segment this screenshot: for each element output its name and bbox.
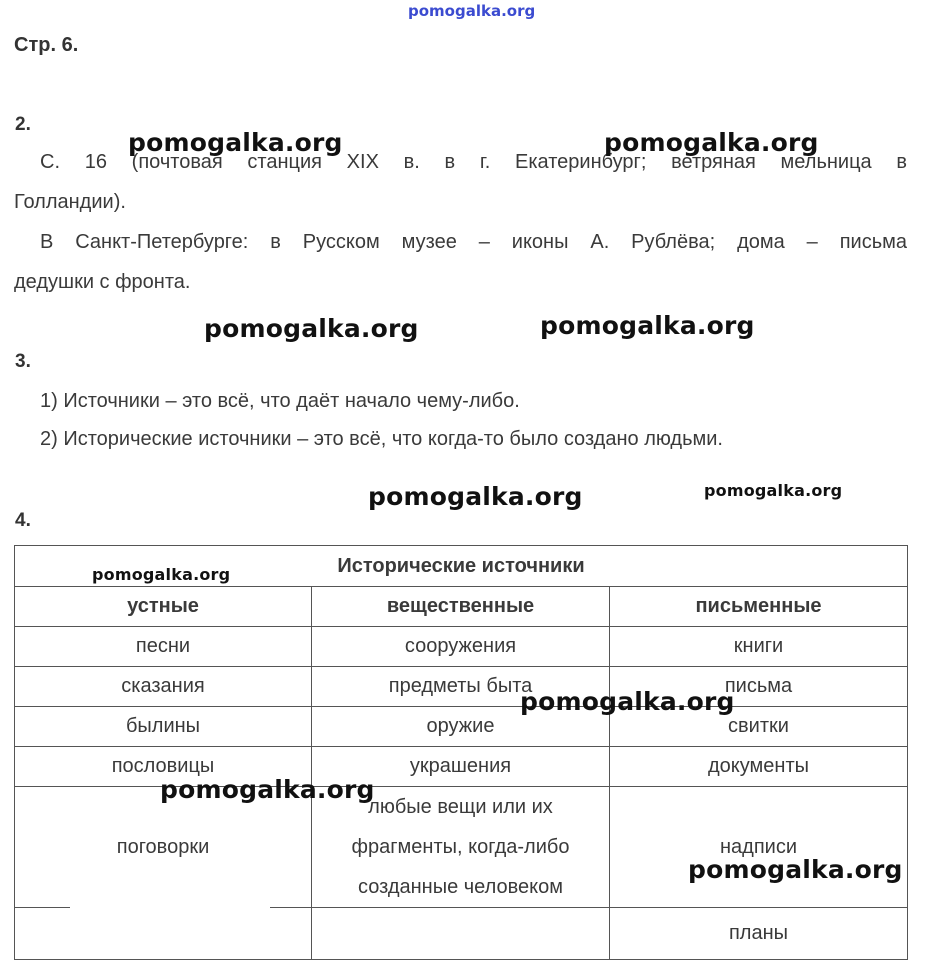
table-cell: пословицы (15, 747, 312, 787)
table-row (15, 627, 908, 667)
watermark: pomogalka.org (540, 311, 755, 340)
task-2-line-4: дедушки с фронта. (14, 271, 191, 293)
table-row (15, 787, 908, 908)
table-cell: планы (610, 908, 908, 960)
table-title: Исторические источники (15, 546, 908, 587)
watermark: pomogalka.org (160, 775, 375, 804)
task-2-line-1: С. 16 (почтовая станция XIX в. в г. Екатеринбург; ветряная мельница в (40, 151, 907, 173)
table-cell: сооружения (312, 627, 610, 667)
multiline-part: созданные человеком (357, 876, 564, 898)
column-header-written: письменные (610, 587, 908, 627)
table-cell: поговорки (15, 787, 312, 908)
task-2-number: 2. (15, 114, 31, 135)
table-row (15, 707, 908, 747)
watermark: pomogalka.org (92, 565, 231, 584)
watermark: pomogalka.org (368, 482, 583, 511)
table-cell: свитки (610, 707, 908, 747)
table-cell: украшения (312, 747, 610, 787)
border-gap (70, 905, 270, 909)
column-header-material: вещественные (312, 587, 610, 627)
watermark: pomogalka.org (204, 314, 419, 343)
multiline-part: фрагменты, когда-либо (351, 836, 570, 858)
historical-sources-table (14, 545, 908, 960)
watermark: pomogalka.org (688, 855, 903, 884)
watermark: pomogalka.org (520, 687, 735, 716)
table-row (15, 667, 908, 707)
task-2-line-2: Голландии). (14, 191, 126, 213)
table-cell (15, 908, 312, 960)
table-cell: документы (610, 747, 908, 787)
table-cell: письма (610, 667, 908, 707)
table-cell: песни (15, 627, 312, 667)
table-cell: оружие (312, 707, 610, 747)
task-4-number: 4. (15, 510, 31, 531)
table-row (15, 747, 908, 787)
watermark: pomogalka.org (604, 128, 819, 157)
table-cell (312, 908, 610, 960)
table-cell-multiline (312, 787, 610, 908)
column-header-oral: устные (15, 587, 312, 627)
watermark: pomogalka.org (704, 481, 843, 500)
task-3-item-2: 2) Исторические источники – это всё, что когда-то было создано людьми. (40, 428, 723, 450)
table-row (15, 908, 908, 960)
watermark-top[interactable]: pomogalka.org (408, 2, 536, 20)
task-3-item-1: 1) Источники – это всё, что даёт начало чему-либо. (40, 390, 520, 412)
table-cell: сказания (15, 667, 312, 707)
task-2-line-3: В Санкт-Петербурге: в Русском музее – иконы А. Рублёва; дома – письма (40, 231, 907, 253)
table-cell: книги (610, 627, 908, 667)
table-cell: былины (15, 707, 312, 747)
table-cell: предметы быта (312, 667, 610, 707)
page-title: Стр. 6. (14, 34, 79, 56)
watermark: pomogalka.org (128, 128, 343, 157)
multiline-part: любые вещи или их (368, 796, 553, 818)
table-cell: надписи (610, 787, 908, 908)
task-3-number: 3. (15, 351, 31, 372)
